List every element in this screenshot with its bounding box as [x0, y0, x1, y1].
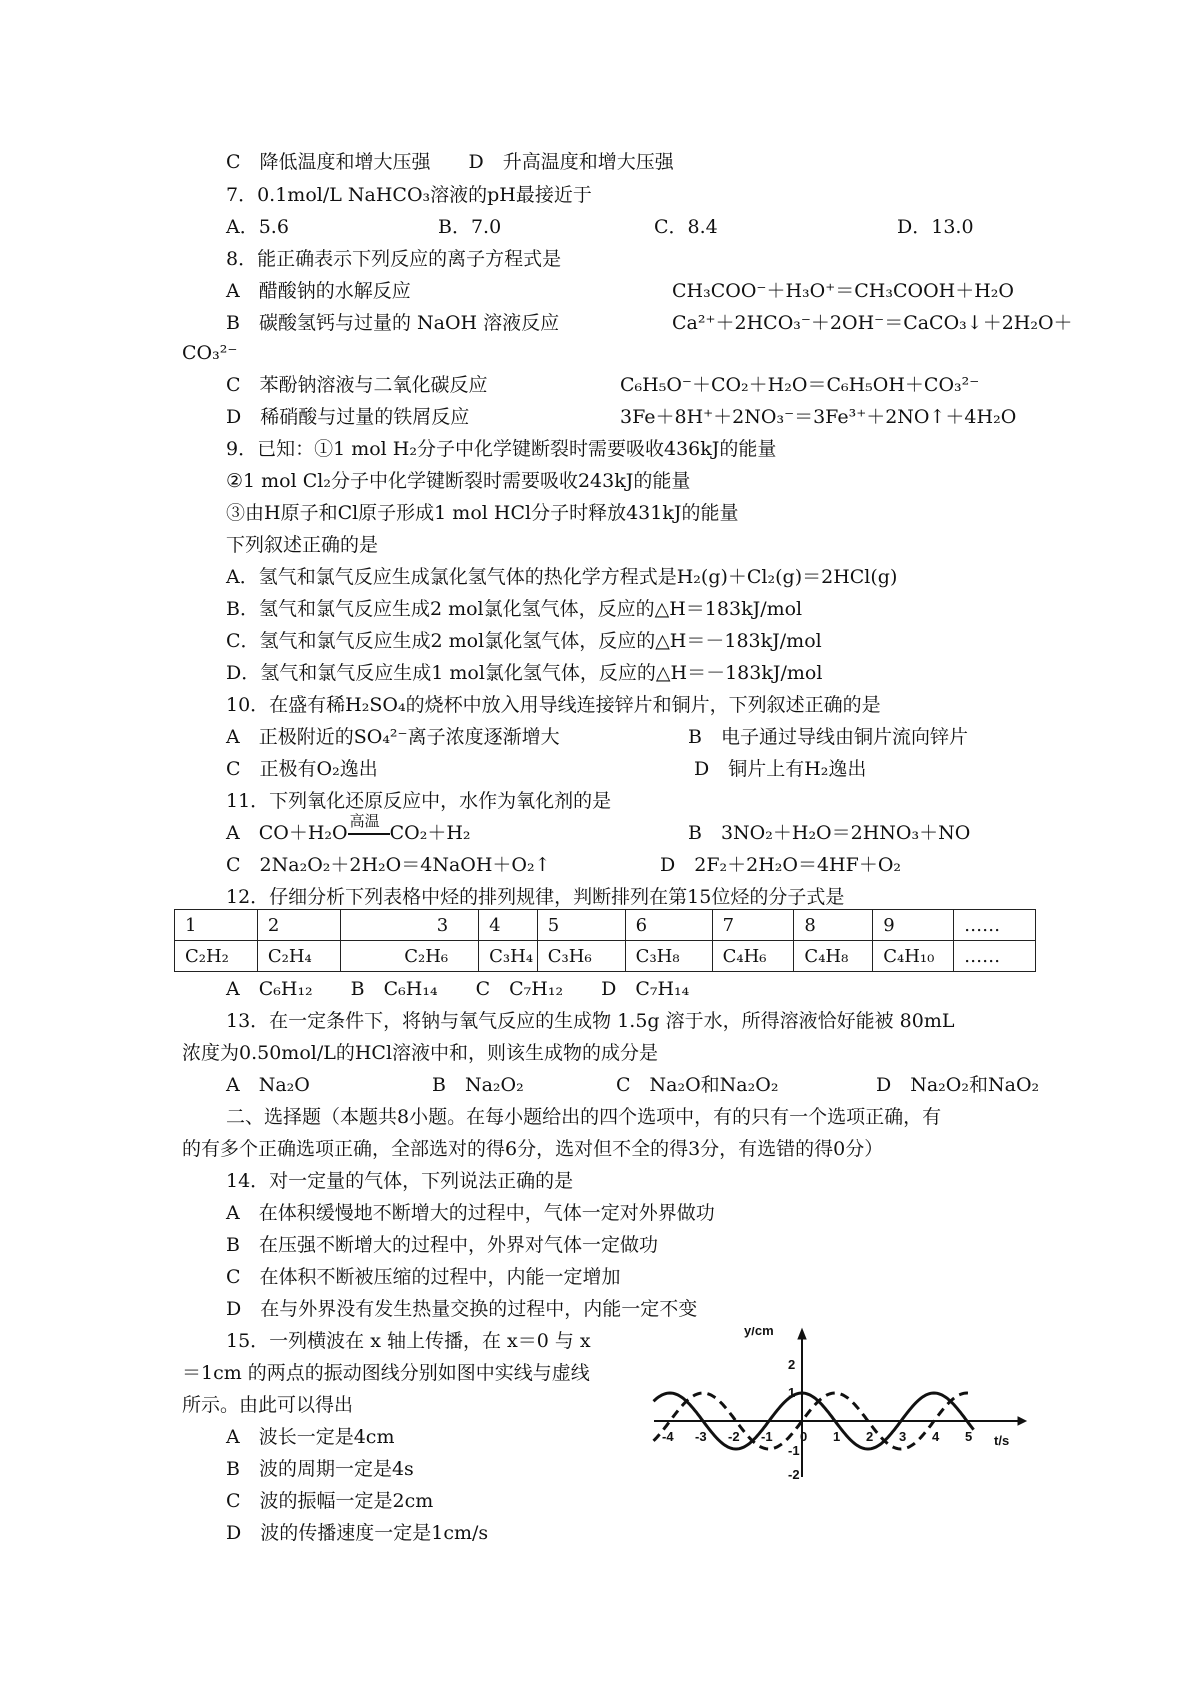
- q7-option-d: D．13.0: [897, 216, 974, 238]
- q6-options-cd: C 降低温度和增大压强 D 升高温度和增大压强: [226, 151, 674, 173]
- q14-option-d: D 在与外界没有发生热量交换的过程中，内能一定不变: [226, 1298, 698, 1320]
- q7-option-b: B．7.0: [438, 216, 502, 238]
- vibration-graph: [648, 1327, 1028, 1487]
- q11-option-c: C 2Na₂O₂＋2H₂O＝4NaOH＋O₂↑: [226, 854, 551, 876]
- q13-stem-1: 13．在一定条件下，将钠与氧气反应的生成物 1.5g 溶于水，所得溶液恰好能被 80mL: [226, 1010, 955, 1032]
- table-cell: ……: [954, 941, 1036, 972]
- q8-option-d: D 稀硝酸与过量的铁屑反应: [226, 406, 470, 428]
- table-cell: C₂H₆: [340, 941, 478, 972]
- q12-options: A C₆H₁₂ B C₆H₁₄ C C₇H₁₂ D C₇H₁₄: [226, 978, 690, 1000]
- q15-option-a: A 波长一定是4cm: [226, 1426, 395, 1448]
- t-tick-label: -1: [761, 1429, 773, 1444]
- q13-option-b: B Na₂O₂: [432, 1074, 524, 1096]
- q9-option-d: D．氢气和氯气反应生成1 mol氯化氢气体，反应的△H＝－183kJ/mol: [226, 662, 823, 684]
- q9-option-a: A．氢气和氯气反应生成氯化氢气体的热化学方程式是H₂(g)＋Cl₂(g)＝2HCl(g): [226, 566, 898, 588]
- reaction-arrow: [348, 812, 390, 844]
- table-cell: 8: [794, 910, 873, 941]
- t-tick-label: 1: [833, 1429, 841, 1444]
- table-cell: 3: [340, 910, 478, 941]
- q8-option-c: C 苯酚钠溶液与二氧化碳反应: [226, 374, 488, 396]
- q10-option-a: A 正极附近的SO₄²⁻离子浓度逐渐增大: [226, 726, 560, 748]
- q13-option-d: D Na₂O₂和NaO₂: [876, 1074, 1040, 1096]
- table-cell: 9: [873, 910, 954, 941]
- q9-stem-3: ③由H原子和Cl原子形成1 mol HCl分子时释放431kJ的能量: [226, 502, 739, 524]
- t-tick-label: 5: [965, 1429, 973, 1444]
- q7-stem: 7．0.1mol/L NaHCO₃溶液的pH最接近于: [226, 184, 592, 206]
- q13-stem-2: 浓度为0.50mol/L的HCl溶液中和，则该生成物的成分是: [182, 1042, 659, 1064]
- table-cell: 2: [257, 910, 340, 941]
- q15-stem-1: 15．一列横波在 x 轴上传播，在 x＝0 与 x: [226, 1330, 591, 1352]
- q9-stem-1: 9．已知：①1 mol H₂分子中化学键断裂时需要吸收436kJ的能量: [226, 438, 777, 460]
- q10-stem: 10．在盛有稀H₂SO₄的烧杯中放入用导线连接锌片和铜片，下列叙述正确的是: [226, 694, 881, 716]
- q11-option-a-products: CO₂＋H₂: [389, 822, 471, 844]
- table-cell: C₂H₄: [257, 941, 340, 972]
- q14-option-c: C 在体积不断被压缩的过程中，内能一定增加: [226, 1266, 621, 1288]
- table-cell: 6: [625, 910, 712, 941]
- table-cell: 7: [712, 910, 794, 941]
- q11-stem: 11．下列氧化还原反应中，水作为氧化剂的是: [226, 790, 612, 812]
- q11-option-a-reactants: A CO＋H₂O: [226, 822, 348, 844]
- q14-stem: 14．对一定量的气体，下列说法正确的是: [226, 1170, 574, 1192]
- y-tick-label: -1: [788, 1443, 800, 1458]
- q15-option-b: B 波的周期一定是4s: [226, 1458, 414, 1480]
- q15-stem-2: ＝1cm 的两点的振动图线分别如图中实线与虚线: [182, 1362, 590, 1384]
- table-row: [175, 941, 1036, 972]
- q8-option-c-equation: C₆H₅O⁻＋CO₂＋H₂O＝C₆H₅OH＋CO₃²⁻: [620, 374, 980, 396]
- reaction-condition: 高温: [349, 812, 380, 830]
- q10-option-c: C 正极有O₂逸出: [226, 758, 378, 780]
- q8-stem: 8．能正确表示下列反应的离子方程式是: [226, 248, 562, 270]
- q8-option-a-equation: CH₃COO⁻＋H₃O⁺＝CH₃COOH＋H₂O: [672, 280, 1014, 302]
- q8-option-b-equation-cont: CO₃²⁻: [182, 342, 238, 364]
- q9-option-c: C．氢气和氯气反应生成2 mol氯化氢气体，反应的△H＝－183kJ/mol: [226, 630, 822, 652]
- q11-option-b: B 3NO₂＋H₂O＝2HNO₃＋NO: [688, 822, 971, 844]
- table-cell: C₃H₄: [479, 941, 538, 972]
- t-tick-label: -2: [728, 1429, 740, 1444]
- y-tick-label: -2: [788, 1467, 800, 1482]
- q15-stem-3: 所示。由此可以得出: [182, 1394, 354, 1416]
- table-cell: C₄H₈: [794, 941, 873, 972]
- table-cell: 1: [175, 910, 258, 941]
- table-cell: 5: [537, 910, 625, 941]
- q9-option-b: B．氢气和氯气反应生成2 mol氯化氢气体，反应的△H＝183kJ/mol: [226, 598, 803, 620]
- table-cell: ……: [954, 910, 1036, 941]
- t-tick-label: 0: [800, 1429, 808, 1444]
- q13-option-a: A Na₂O: [226, 1074, 310, 1096]
- t-tick-label: 4: [932, 1429, 940, 1444]
- t-axis-arrow: [1018, 1417, 1026, 1425]
- t-tick-label: -3: [695, 1429, 707, 1444]
- q9-prompt: 下列叙述正确的是: [226, 534, 379, 556]
- q15-option-d: D 波的传播速度一定是1cm/s: [226, 1522, 489, 1544]
- table-cell: C₂H₂: [175, 941, 258, 972]
- t-tick-label: 3: [899, 1429, 907, 1444]
- q11-option-a: [226, 812, 471, 845]
- q14-option-b: B 在压强不断增大的过程中，外界对气体一定做功: [226, 1234, 658, 1256]
- q10-option-d: D 铜片上有H₂逸出: [694, 758, 867, 780]
- table-cell: C₄H₆: [712, 941, 794, 972]
- section-2-heading: 二、选择题（本题共8小题。在每小题给出的四个选项中，有的只有一个选项正确，有: [226, 1106, 942, 1128]
- q12-stem: 12．仔细分析下列表格中烃的排列规律，判断排列在第15位烃的分子式是: [226, 886, 845, 908]
- y-tick-label: 2: [788, 1357, 796, 1372]
- q14-option-a: A 在体积缓慢地不断增大的过程中，气体一定对外界做功: [226, 1202, 715, 1224]
- table-cell: C₄H₁₀: [873, 941, 954, 972]
- q7-option-a: A．5.6: [226, 216, 289, 238]
- section-2-heading-cont: 的有多个正确选项正确，全部选对的得6分，选对但不全的得3分，有选错的得0分）: [182, 1138, 884, 1160]
- q15-option-c: C 波的振幅一定是2cm: [226, 1490, 434, 1512]
- q7-option-c: C．8.4: [654, 216, 718, 238]
- y-axis-arrow: [798, 1329, 806, 1339]
- q8-option-d-equation: 3Fe＋8H⁺＋2NO₃⁻＝3Fe³⁺＋2NO↑＋4H₂O: [620, 406, 1017, 428]
- q11-option-d: D 2F₂＋2H₂O＝4HF＋O₂: [660, 854, 902, 876]
- q8-option-b-equation: Ca²⁺＋2HCO₃⁻＋2OH⁻＝CaCO₃↓＋2H₂O＋: [672, 312, 1073, 334]
- t-tick-label: 2: [866, 1429, 874, 1444]
- y-tick-label: 1: [788, 1385, 796, 1400]
- t-tick-label: -4: [662, 1429, 674, 1444]
- t-axis-label: t/s: [994, 1433, 1010, 1448]
- y-axis-label: y/cm: [744, 1327, 774, 1338]
- q8-option-a: A 醋酸钠的水解反应: [226, 280, 411, 302]
- table-row: [175, 910, 1036, 941]
- q9-stem-2: ②1 mol Cl₂分子中化学键断裂时需要吸收243kJ的能量: [226, 470, 691, 492]
- table-cell: 4: [479, 910, 538, 941]
- table-cell: C₃H₆: [537, 941, 625, 972]
- q13-option-c: C Na₂O和Na₂O₂: [616, 1074, 779, 1096]
- table-cell: C₃H₈: [625, 941, 712, 972]
- q8-option-b: B 碳酸氢钙与过量的 NaOH 溶液反应: [226, 312, 560, 334]
- hydrocarbon-table: [174, 909, 1036, 972]
- q10-option-b: B 电子通过导线由铜片流向锌片: [688, 726, 968, 748]
